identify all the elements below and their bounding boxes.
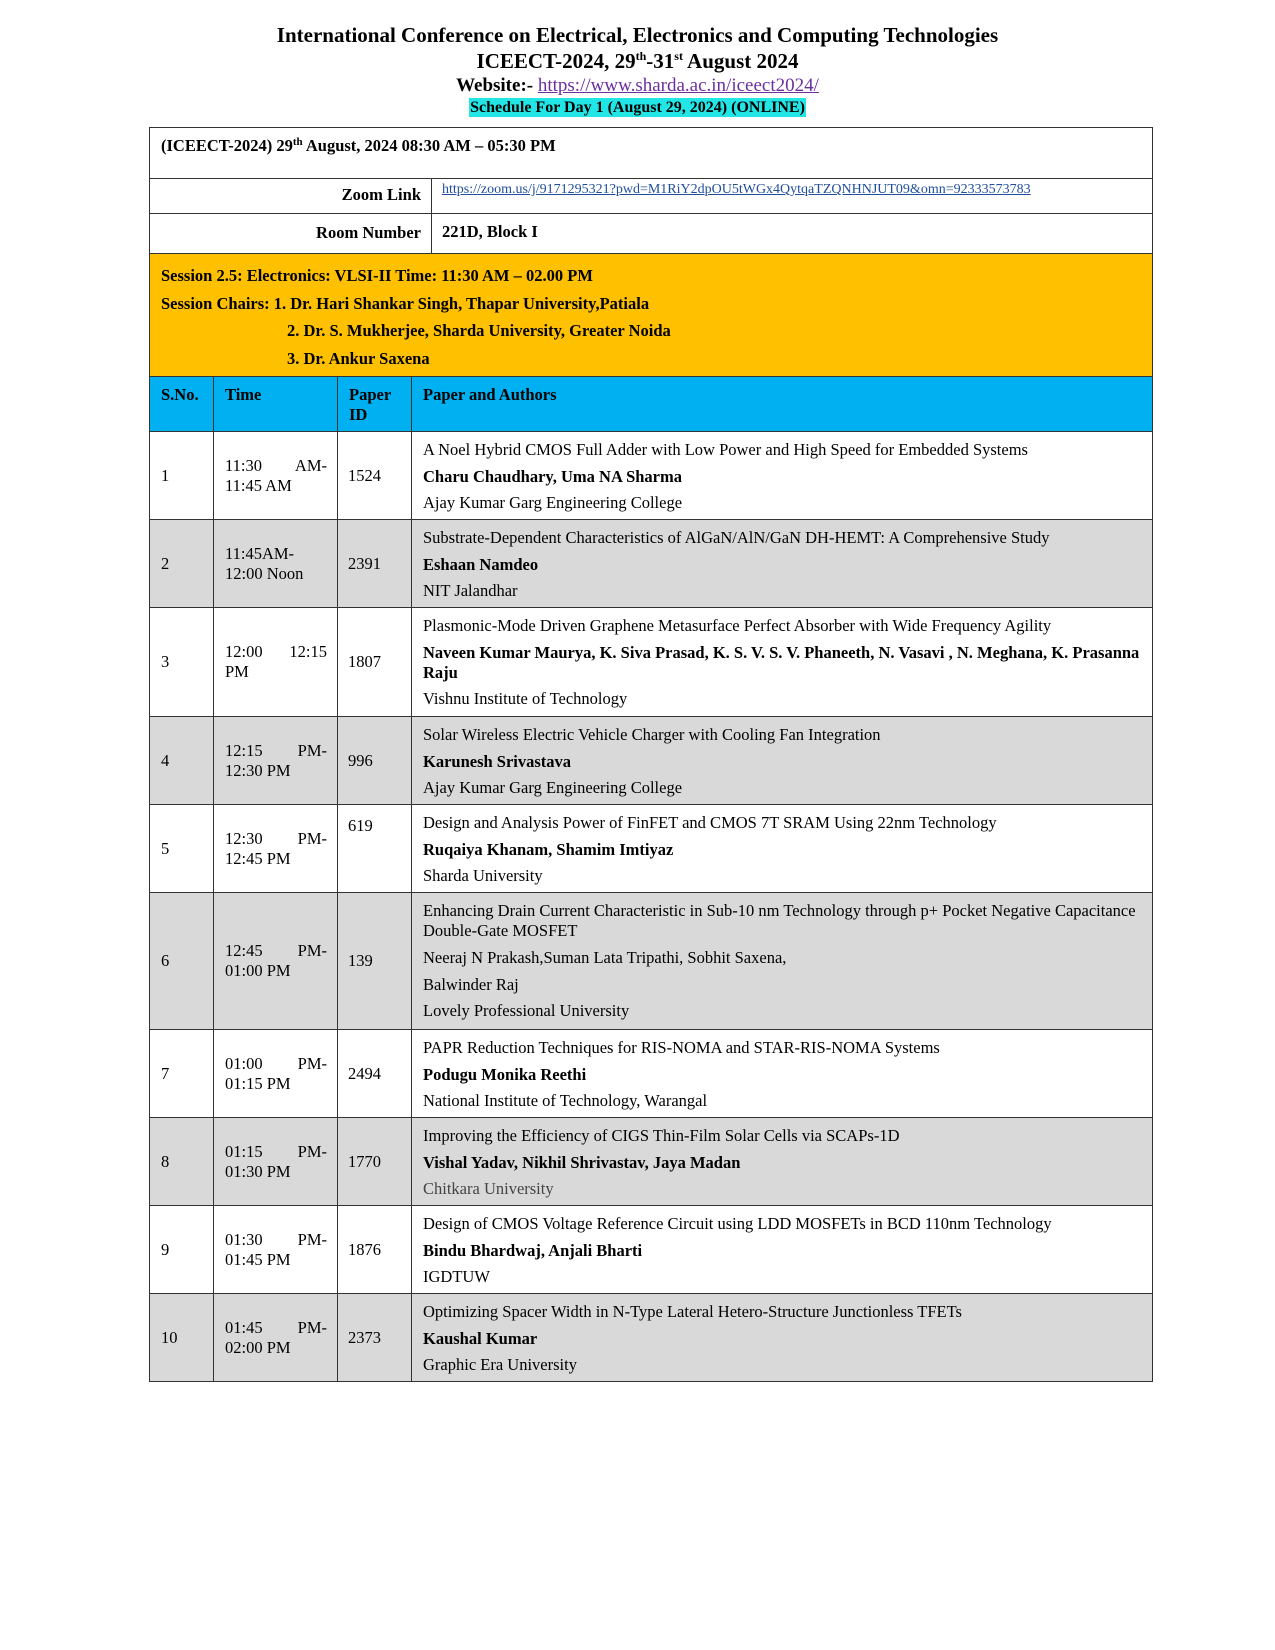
paper-authors: Podugu Monika Reethi — [423, 1065, 587, 1084]
table-row — [150, 1206, 1153, 1294]
conference-title: International Conference on Electrical, Electronics and Computing Technologies — [276, 23, 999, 47]
paper-institution: Chitkara University — [423, 1179, 554, 1198]
paper-authors: Bindu Bhardwaj, Anjali Bharti — [423, 1241, 643, 1260]
row-sno: 5 — [150, 805, 214, 893]
row-sno: 10 — [150, 1294, 214, 1382]
schedule-table — [149, 127, 1153, 1382]
schedule-banner: Schedule For Day 1 (August 29, 2024) (ONLINE) — [470, 99, 805, 116]
row-sno: 8 — [150, 1118, 214, 1206]
row-time: 12:00 12:15 PM — [214, 608, 338, 717]
row-paper — [412, 893, 1153, 1030]
row-paper-id: 139 — [338, 893, 412, 1030]
room-row — [150, 214, 1153, 254]
row-paper — [412, 608, 1153, 717]
row-paper-id: 619 — [338, 805, 412, 893]
paper-authors: Vishal Yadav, Nikhil Shrivastav, Jaya Madan — [423, 1153, 741, 1172]
row-paper — [412, 520, 1153, 608]
paper-authors: Neeraj N Prakash,Suman Lata Tripathi, Sobhit Saxena, — [423, 948, 787, 967]
website-link[interactable]: https://www.sharda.ac.in/iceect2024/ — [537, 75, 819, 96]
table-row — [150, 520, 1153, 608]
row-sno: 9 — [150, 1206, 214, 1294]
paper-authors-continued: Balwinder Raj — [423, 975, 519, 994]
paper-title: Enhancing Drain Current Characteristic in Sub-10 nm Technology through p+ Pocket Negative Capacitance Double-Gate MOSFET — [423, 901, 1136, 940]
room-value: 221D, Block I — [432, 214, 1153, 254]
row-paper — [412, 1118, 1153, 1206]
document-header — [0, 22, 1275, 117]
zoom-row — [150, 179, 1153, 214]
table-row — [150, 1118, 1153, 1206]
zoom-label: Zoom Link — [150, 179, 432, 214]
row-paper — [412, 717, 1153, 805]
row-paper — [412, 1206, 1153, 1294]
row-time: 01:00 PM- 01:15 PM — [214, 1030, 338, 1118]
paper-title: A Noel Hybrid CMOS Full Adder with Low Power and High Speed for Embedded Systems — [423, 440, 1028, 459]
row-paper — [412, 805, 1153, 893]
row-paper-id: 2373 — [338, 1294, 412, 1382]
row-paper-id: 1807 — [338, 608, 412, 717]
row-paper — [412, 432, 1153, 520]
paper-title: Design and Analysis Power of FinFET and CMOS 7T SRAM Using 22nm Technology — [423, 813, 997, 832]
paper-institution: NIT Jalandhar — [423, 581, 518, 600]
paper-institution: Ajay Kumar Garg Engineering College — [423, 493, 683, 512]
paper-authors: Karunesh Srivastava — [423, 752, 572, 771]
zoom-link[interactable]: https://zoom.us/j/9171295321?pwd=M1RiY2dpOU5tWGx4QytqaTZQNHNJUT09&omn=92333573783 — [442, 182, 1031, 197]
row-paper-id: 1770 — [338, 1118, 412, 1206]
row-sno: 4 — [150, 717, 214, 805]
paper-authors: Kaushal Kumar — [423, 1329, 538, 1348]
website-line — [0, 74, 1275, 98]
table-row — [150, 608, 1153, 717]
paper-title: Optimizing Spacer Width in N-Type Lateral Hetero-Structure Junctionless TFETs — [423, 1302, 962, 1321]
room-label: Room Number — [150, 214, 432, 254]
col-time: Time — [214, 377, 338, 432]
table-row — [150, 1294, 1153, 1382]
paper-title: Design of CMOS Voltage Reference Circuit using LDD MOSFETs in BCD 110nm Technology — [423, 1214, 1052, 1233]
row-sno: 6 — [150, 893, 214, 1030]
row-paper-id: 996 — [338, 717, 412, 805]
paper-institution: Graphic Era University — [423, 1355, 577, 1374]
session-chair-2: 2. Dr. S. Mukherjee, Sharda University, Greater Noida — [287, 321, 671, 340]
table-row — [150, 1030, 1153, 1118]
row-time: 01:30 PM- 01:45 PM — [214, 1206, 338, 1294]
paper-institution: Vishnu Institute of Technology — [423, 689, 628, 708]
row-paper — [412, 1030, 1153, 1118]
conference-dates: ICEECT-2024, 29th-31st August 2024 — [476, 49, 799, 73]
paper-institution: IGDTUW — [423, 1267, 490, 1286]
paper-institution: Lovely Professional University — [423, 1001, 630, 1020]
col-paper-id: Paper ID — [338, 377, 412, 432]
paper-authors: Naveen Kumar Maurya, K. Siva Prasad, K. S. V. S. V. Phaneeth, N. Vasavi , N. Meghana, K. Prasanna Raju — [423, 643, 1140, 682]
row-sno: 3 — [150, 608, 214, 717]
table-row — [150, 805, 1153, 893]
row-paper-id: 2494 — [338, 1030, 412, 1118]
date-row — [150, 128, 1153, 179]
row-time: 12:30 PM- 12:45 PM — [214, 805, 338, 893]
table-row — [150, 717, 1153, 805]
paper-institution: National Institute of Technology, Warangal — [423, 1091, 708, 1110]
paper-title: Plasmonic-Mode Driven Graphene Metasurface Perfect Absorber with Wide Frequency Agility — [423, 616, 1052, 635]
session-row — [150, 254, 1153, 377]
col-sno: S.No. — [150, 377, 214, 432]
session-chair-1: Session Chairs: 1. Dr. Hari Shankar Singh, Thapar University,Patiala — [161, 293, 650, 313]
session-title: Session 2.5: Electronics: VLSI-II Time: 11:30 AM – 02.00 PM — [161, 266, 593, 285]
paper-title: Substrate-Dependent Characteristics of AlGaN/AlN/GaN DH-HEMT: A Comprehensive Study — [423, 528, 1050, 547]
table-row — [150, 893, 1153, 1030]
row-sno: 7 — [150, 1030, 214, 1118]
row-sno: 1 — [150, 432, 214, 520]
row-time: 12:45 PM- 01:00 PM — [214, 893, 338, 1030]
paper-title: Solar Wireless Electric Vehicle Charger with Cooling Fan Integration — [423, 725, 881, 744]
paper-title: PAPR Reduction Techniques for RIS-NOMA and STAR-RIS-NOMA Systems — [423, 1038, 940, 1057]
paper-institution: Sharda University — [423, 866, 543, 885]
paper-title: Improving the Efficiency of CIGS Thin-Film Solar Cells via SCAPs-1D — [423, 1126, 900, 1145]
paper-authors: Charu Chaudhary, Uma NA Sharma — [423, 467, 683, 486]
paper-authors: Ruqaiya Khanam, Shamim Imtiyaz — [423, 840, 674, 859]
row-paper-id: 1524 — [338, 432, 412, 520]
zoom-link-cell — [432, 179, 1153, 214]
row-time: 12:15 PM- 12:30 PM — [214, 717, 338, 805]
row-paper-id: 2391 — [338, 520, 412, 608]
row-sno: 2 — [150, 520, 214, 608]
table-row — [150, 432, 1153, 520]
row-time: 01:45 PM- 02:00 PM — [214, 1294, 338, 1382]
paper-authors: Eshaan Namdeo — [423, 555, 539, 574]
row-time: 11:45AM- 12:00 Noon — [214, 520, 338, 608]
paper-institution: Ajay Kumar Garg Engineering College — [423, 778, 683, 797]
column-header-row — [150, 377, 1153, 432]
row-paper — [412, 1294, 1153, 1382]
date-cell: (ICEECT-2024) 29th August, 2024 08:30 AM – 05:30 PM — [150, 128, 1153, 179]
row-paper-id: 1876 — [338, 1206, 412, 1294]
session-chair-3: 3. Dr. Ankur Saxena — [287, 348, 430, 368]
session-info — [150, 254, 1153, 377]
row-time: 11:30 AM- 11:45 AM — [214, 432, 338, 520]
row-time: 01:15 PM- 01:30 PM — [214, 1118, 338, 1206]
website-label: Website:- — [456, 75, 534, 96]
col-paper-authors: Paper and Authors — [412, 377, 1153, 432]
